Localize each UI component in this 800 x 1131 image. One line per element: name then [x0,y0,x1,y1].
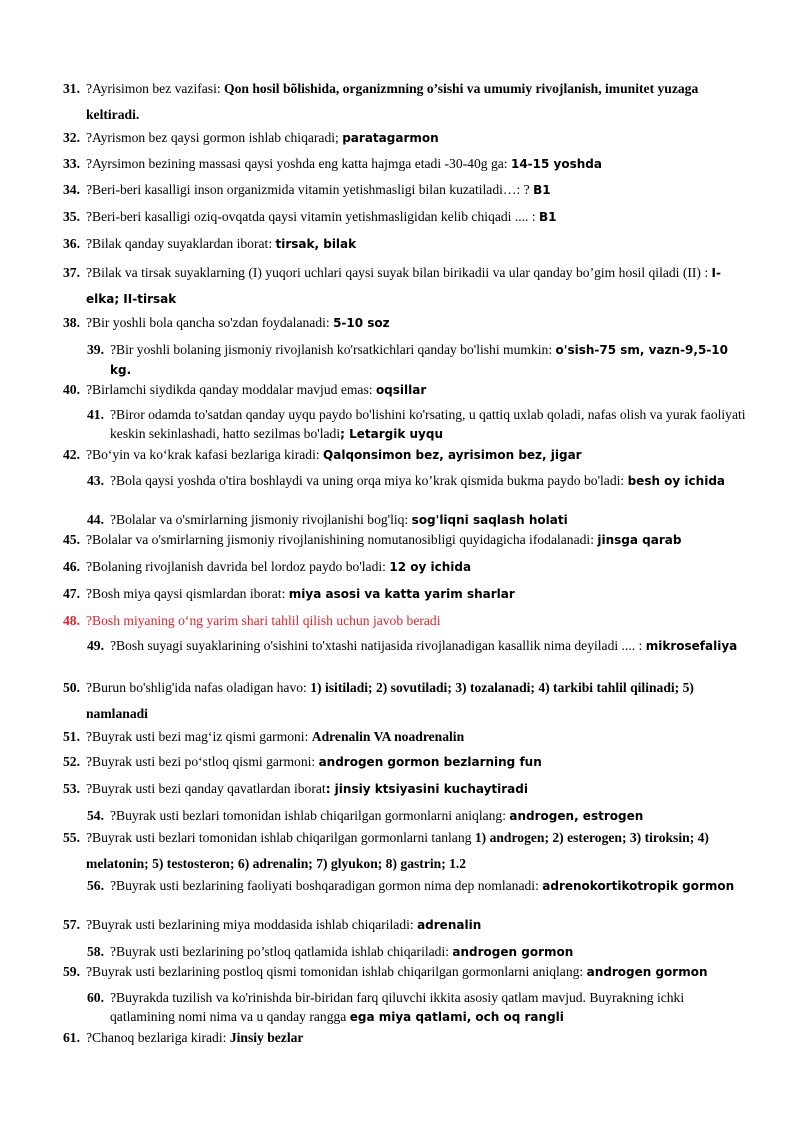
question-text: ?Buyrakda tuzilish va ko'rinishda bir-biridan farq qiluvchi ikkita asosiy qatlam mavjud. Buyrakning ichki qatlamining nomi nima va u qanday rangga [110,990,685,1024]
question-item [87,471,752,491]
question-item [63,234,752,254]
question-body [87,876,752,896]
question-item [87,876,752,896]
question-number: 41. [87,407,104,422]
question-item [63,825,752,877]
answer-text: B1 [539,210,557,224]
question-item [63,154,752,174]
answer-text: androgen gormon [586,965,708,979]
question-body [63,530,752,550]
question-item [63,611,752,630]
question-number: 32. [63,130,80,145]
question-number: 60. [87,990,104,1005]
question-body [63,154,752,174]
question-body [63,76,752,128]
answer-text: adrenalin [417,918,482,932]
question-text: ?Ayrisimon bez vazifasi: [86,81,225,96]
question-number: 53. [63,781,80,796]
question-text: ?Beri-beri kasalligi oziq-ovqatda qaysi vitamin yetishmasligidan kelib chiqadi .... : [86,209,540,224]
question-text: ?Bosh miyaning o‘ng yarim shari tahlil qilish uchun javob beradi [86,613,441,628]
question-body [87,988,752,1027]
answer-text: ega miya qatlami, och oq rangli [349,1010,564,1024]
question-number: 55. [63,830,80,845]
answer-text: sog'liqni saqlash holati [411,513,568,527]
question-number: 58. [87,944,104,959]
question-item [63,445,752,465]
question-text: ?Bolalar va o'smirlarning jismoniy rivojlanishining nomutanosibligi quyidagicha ifodalanadi: [86,532,598,547]
answer-text: I-elka; II-tirsak [86,266,721,306]
question-number: 48. [63,613,80,628]
question-body [87,405,752,444]
question-item [63,584,752,604]
answer-text: tirsak, bilak [275,237,357,251]
answer-text: ; Letargik uyqu [340,427,443,441]
question-number: 56. [87,878,104,893]
question-body [63,779,752,799]
question-text: ?Ayrsimon bezining massasi qaysi yoshda eng katta hajmga etadi -30-40g ga: [86,156,511,171]
question-body [63,825,752,877]
question-number: 47. [63,586,80,601]
answer-text: androgen gormon [452,945,574,959]
question-number: 61. [63,1030,80,1045]
question-item [87,806,752,826]
question-item [63,752,752,772]
question-item [63,128,752,148]
question-text: ?Buyrak usti bezlari tomonidan ishlab chiqarilgan gormonlarni aniqlang: [110,808,510,823]
question-number: 49. [87,638,104,653]
question-text: ?Ayrismon bez qaysi gormon ishlab chiqaradi; [86,130,343,145]
question-item [63,962,752,982]
question-text: ?Bilak qanday suyaklardan iborat: [86,236,276,251]
question-body [63,380,752,400]
question-number: 38. [63,315,80,330]
question-text: ?Buyrak usti bezi mag‘iz qismi garmoni: [86,729,312,744]
question-body [87,806,752,826]
question-number: 31. [63,81,80,96]
answer-text: androgen, estrogen [509,809,644,823]
question-text: ?Bo‘yin va ko‘krak kafasi bezlariga kiradi: [86,447,324,462]
question-item [87,636,752,656]
answer-text: Jinsiy bezlar [229,1030,304,1045]
answer-text: miya asosi va katta yarim sharlar [288,587,515,601]
question-body [63,962,752,982]
question-text: ?Bolalar va o'smirlarning jismoniy rivojlanishi bog'liq: [110,512,412,527]
question-item [63,779,752,799]
question-item [63,207,752,227]
question-number: 44. [87,512,104,527]
question-number: 50. [63,680,80,695]
answer-text: : jinsiy ktsiyasini kuchaytiradi [325,782,528,796]
question-item [87,405,752,444]
question-body [63,727,752,746]
question-item [63,313,752,333]
question-text: ?Buyrak usti bezlarining miya moddasida ishlab chiqariladi: [86,917,418,932]
question-number: 33. [63,156,80,171]
answer-text: Qon hosil bõlishida, organizmning o’sishi va umumiy rivojlanish, imunitet yuzaga keltiradi. [86,81,699,122]
answer-text: B1 [533,183,551,197]
question-number: 40. [63,382,80,397]
question-number: 37. [63,265,80,280]
question-body [63,752,752,772]
question-body [63,1028,752,1047]
question-body [63,557,752,577]
question-body [63,584,752,604]
answer-text: mikrosefaliya [645,639,738,653]
answer-text: o'sish-75 sm, vazn-9,5-10 kg. [110,343,728,377]
question-text: ?Burun bo'shlig'ida nafas oladigan havo: [86,680,311,695]
question-item [63,380,752,400]
question-number: 52. [63,754,80,769]
question-text: ?Buyrak usti bezi qanday qavatlardan iborat [86,781,326,796]
question-body [63,207,752,227]
question-item [63,180,752,200]
question-item [87,510,752,530]
question-number: 43. [87,473,104,488]
answer-text: 1) isitiladi; 2) sovutiladi; 3) tozalanadi; 4) tarkibi tahlil qilinadi; 5) namlanadi [86,680,694,721]
question-item [63,530,752,550]
question-item [63,727,752,746]
answer-text: adrenokortikotropik gormon [542,879,735,893]
question-text: ?Beri-beri kasalligi inson organizmida vitamin yetishmasligi bilan kuzatiladi…: ? [86,182,534,197]
question-text: ?Bir yoshli bolaning jismoniy rivojlanish ko'rsatkichlari qanday bo'lishi mumkin: [110,342,556,357]
question-text: ?Buyrak usti bezlarining faoliyati boshqaradigan gormon nima dep nomlanadi: [110,878,543,893]
question-number: 45. [63,532,80,547]
question-body [63,128,752,148]
answer-text: androgen gormon bezlarning fun [318,755,542,769]
question-text: ?Birlamchi siydikda qanday moddalar mavjud emas: [86,382,376,397]
question-text: ?Buyrak usti bezlari tomonidan ishlab chiqarilgan gormonlarni tanlang [86,830,475,845]
question-number: 42. [63,447,80,462]
answer-text: paratagarmon [342,131,439,145]
question-number: 35. [63,209,80,224]
question-number: 39. [87,342,104,357]
question-item [63,675,752,727]
question-text: ?Biror odamda to'satdan qanday uyqu paydo bo'lishini ko'rsating, u qattiq uxlab qoladi, nafas olish va yurak faoliyati keskin sekinlashadi, hatto sezilmas bo'ladi [110,407,746,441]
question-number: 36. [63,236,80,251]
question-item [63,1028,752,1047]
question-text: ?Bosh miya qaysi qismlardan iborat: [86,586,289,601]
question-body [87,510,752,530]
question-text: ?Chanoq bezlariga kiradi: [86,1030,230,1045]
question-body [63,180,752,200]
answer-text: 1) androgen; 2) esterogen; 3) tiroksin; 4) melatonin; 5) testosteron; 6) adrenalin; 7) glyukon; 8) gastrin; 1.2 [86,830,709,871]
question-text: ?Bir yoshli bola qancha so'zdan foydalanadi: [86,315,334,330]
question-number: 54. [87,808,104,823]
question-text: ?Bilak va tirsak suyaklarning (I) yuqori uchlari qaysi suyak bilan birikadii va ular qanday bo’gim hosil qiladi (II) : [86,265,712,280]
answer-text: jinsga qarab [597,533,682,547]
question-text: ?Bola qaysi yoshda o'tira boshlaydi va uning orqa miya ko’krak qismida bukma paydo bo'ladi: [110,473,628,488]
question-body [87,636,752,656]
answer-text: Qalqonsimon bez, ayrisimon bez, jigar [323,448,582,462]
question-body [63,234,752,254]
question-item [87,942,752,962]
question-text: ?Bosh suyagi suyaklarining o'sishini to'xtashi natijasida rivojlanadigan kasallik nima deyiladi .... : [110,638,646,653]
question-item [87,988,752,1027]
question-body [63,445,752,465]
question-body [87,471,752,491]
question-body [63,915,752,935]
question-text: ?Buyrak usti bezlarining postloq qismi tomonidan ishlab chiqarilgan gormonlarni aniqlang: [86,964,587,979]
answer-text: Adrenalin VA noadrenalin [311,729,465,744]
question-number: 57. [63,917,80,932]
answer-text: besh oy ichida [627,474,725,488]
question-body [63,611,752,630]
question-text: ?Buyrak usti bezlarining po’stloq qatlamida ishlab chiqariladi: [110,944,453,959]
question-text: ?Buyrak usti bezi po‘stloq qismi garmoni: [86,754,319,769]
question-number: 51. [63,729,80,744]
question-number: 34. [63,182,80,197]
question-body [63,260,752,312]
question-body [63,675,752,727]
question-item [63,260,752,312]
question-item [87,340,752,380]
question-body [87,942,752,962]
answer-text: 5-10 soz [333,316,390,330]
answer-text: 12 oy ichida [389,560,472,574]
question-body [63,313,752,333]
question-number: 59. [63,964,80,979]
answer-text: oqsillar [375,383,427,397]
question-item [63,915,752,935]
question-text: ?Bolaning rivojlanish davrida bel lordoz paydo bo'ladi: [86,559,390,574]
question-body [87,340,752,380]
question-item [63,76,752,128]
question-item [63,557,752,577]
answer-text: 14-15 yoshda [510,157,602,171]
question-number: 46. [63,559,80,574]
